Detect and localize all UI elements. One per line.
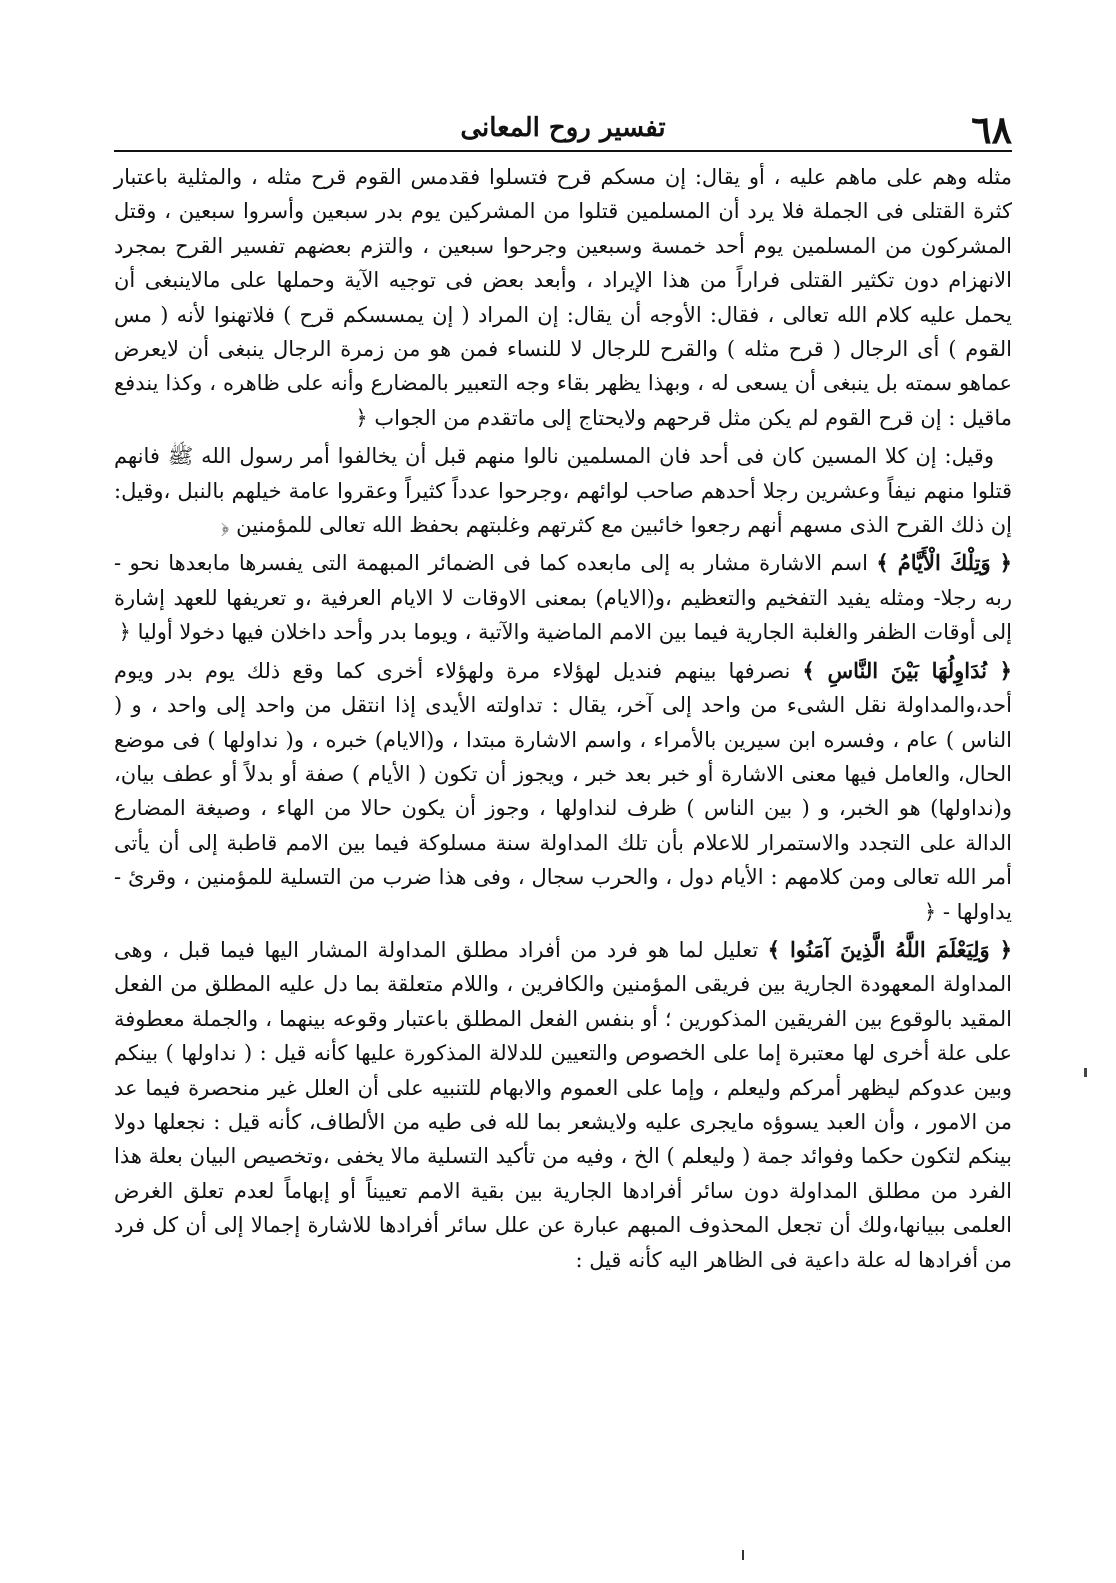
page-number: ٦٨: [971, 107, 1012, 152]
running-title: تفسير روح المعانى: [460, 113, 666, 143]
paragraph-text: وقيل: إن كلا المسين كان فى أحد فان المسلمين نالوا منهم قبل أن يخالفوا أمر رسول الله ﷺ فانهم قتلوا منهم نيفاً وعشرين رجلا أحدهم صاحب لوائهم ،وجرحوا عدداً كثيراً وعقروا عامة خيلهم بالنبل ،وقيل: إن ذلك القرح الذى مسهم أنهم رجعوا خائبين مع كثرتهم وغلبتهم بحفظ الله تعالى للمؤمنين ﴿: [114, 444, 1012, 538]
quran-phrase: ﴿ وَتِلْكَ الْأَيَّامُ ﴾: [876, 550, 1012, 576]
scan-speck: [742, 1550, 744, 1560]
body-text: [114, 160, 1012, 1277]
paragraph-text: مثله وهم على ماهم عليه ، أو يقال: إن مسكم قرح فتسلوا فقدمس القوم قرح مثله ، والمثلية باعتبار كثرة القتلى فى الجملة فلا يرد أن المسلمين قتلوا من المشركين يوم بدر سبعين وأسروا سبعين ، وقتل المشركون من المسلمين يوم أحد خمسة وسبعين وجرحوا سبعين ، والتزم بعضهم تفسير القرح بمجرد الانهزام دون تكثير القتلى فراراً من هذا الإيراد ، وأبعد بعض فى توجيه الآية وحملها على مالاينبغى أن يحمل عليه كلام الله تعالى ، فقال: الأوجه أن يقال: إن المراد ( إن يمسسكم قرح ) فلاتهنوا لأنه ( مس القوم ) أى الرجال ( قرح مثله ) والقرح للرجال لا للنساء فمن هو من زمرة الرجال ينبغى أن لايعرض عماهو سمته بل ينبغى أن يسعى له ، وبهذا يظهر بقاء وجه التعبير بالمضارع وأنه على ظاهره ، وكذا يندفع ماقيل : إن قرح القوم لم يكن مثل قرحهم ولايحتاج إلى ماتقدم من الجواب ﴿: [114, 165, 1012, 430]
paragraph-text: نصرفها بينهم فنديل لهؤلاء مرة ولهؤلاء أخرى كما وقع ذلك يوم بدر ويوم أحد،والمداولة نقل الشىء من واحد إلى آخر، يقال : تداولته الأيدى إذا انتقل من واحد إلى واحد ، و ( الناس ) عام ، وفسره ابن سيرين بالأمراء ، واسم الاشارة مبتدا ، و(الايام) خبره ، و( نداولها ) فى موضع الحال، والعامل فيها معنى الاشارة أو خبر بعد خبر ، ويجوز أن تكون ( الأيام ) صفة أو بدلاً أو عطف بيان، و(نداولها) هو الخبر، و ( بين الناس ) ظرف لنداولها ، وجوز أن يكون حالا من الهاء ، وصيغة المضارع الدالة على التجدد والاستمرار للاعلام بأن تلك المداولة سنة مسلوكة فيما بين الامم قاطبة إلى أن يأتى أمر الله تعالى ومن كلامهم : الأيام دول ، والحرب سجال ، وفى هذا ضرب من التسلية للمؤمنين ، وقرئ - يداولها - ﴿: [114, 658, 1012, 924]
page: [114, 100, 1012, 1530]
paragraph-text: اسم الاشارة مشار به إلى مابعده كما فى الضمائر المبهمة التى يفسرها مابعدها نحو - ربه رجلا- ومثله يفيد التفخيم والتعظيم ،و(الايام) بمعنى الاوقات لا الايام العرفية ،و تعريفها للعهد إشارة إلى أوقات الظفر والغلبة الجارية فيما بين الامم الماضية والآتية ، ويوما بدر وأحد داخلان فيها دخولا أوليا ﴿: [114, 551, 1012, 645]
quran-phrase: ﴿ وَلِيَعْلَمَ اللَّهُ الَّذِينَ آمَنُوا ﴾: [767, 936, 1012, 962]
paragraph: [114, 654, 1012, 929]
paragraph-text: تعليل لما هو فرد من أفراد مطلق المداولة المشار اليها فيما قبل ، وهى المداولة المعهودة الجارية بين فريقى المؤمنين والكافرين ، واللام متعلقة بما دل عليه المطلق من الفعل المقيد بالوقوع بين الفريقين المذكورين ؛ أو بنفس الفعل المطلق باعتبار وقوعه بينهما ، والجملة معطوفة على علة أخرى لها معتبرة إما على الخصوص والتعيين للدلالة المذكورة عليها كأنه قيل : ( نداولها ) بينكم وبين عدوكم ليظهر أمركم وليعلم ، وإما على العموم والابهام للتنبيه على أن العلل غير منحصرة فيما عد من الامور ، وأن العبد يسوؤه مايجرى عليه ولايشعر بما لله فى طيه من الألطاف، كأنه قيل : نجعلها دولا بينكم لتكون حكما وفوائد جمة ( وليعلم ) الخ ، وفيه من تأكيد التسلية مالا يخفى ،وتخصيص البيان بعلة هذا الفرد من مطلق المداولة دون سائر أفرادها الجارية بين بقية الامم تعييناً أو إبهاماً لعدم تعلق الغرض العلمى ببيانها،ولك أن تجعل المحذوف المبهم عبارة عن علل سائر أفرادها للاشارة إجمالا إلى أن كل فرد من أفرادها له علة داعية فى الظاهر اليه كأنه قيل :: [114, 937, 1012, 1272]
paragraph: [114, 160, 1012, 435]
quran-phrase: ﴿ نُدَاوِلُهَا بَيْنَ النَّاسِ ﴾: [802, 657, 1012, 683]
paragraph: [114, 439, 1012, 542]
page-header: [114, 100, 1012, 152]
scan-speck: [1084, 1068, 1087, 1077]
paragraph: [114, 933, 1012, 1277]
paragraph: [114, 546, 1012, 649]
